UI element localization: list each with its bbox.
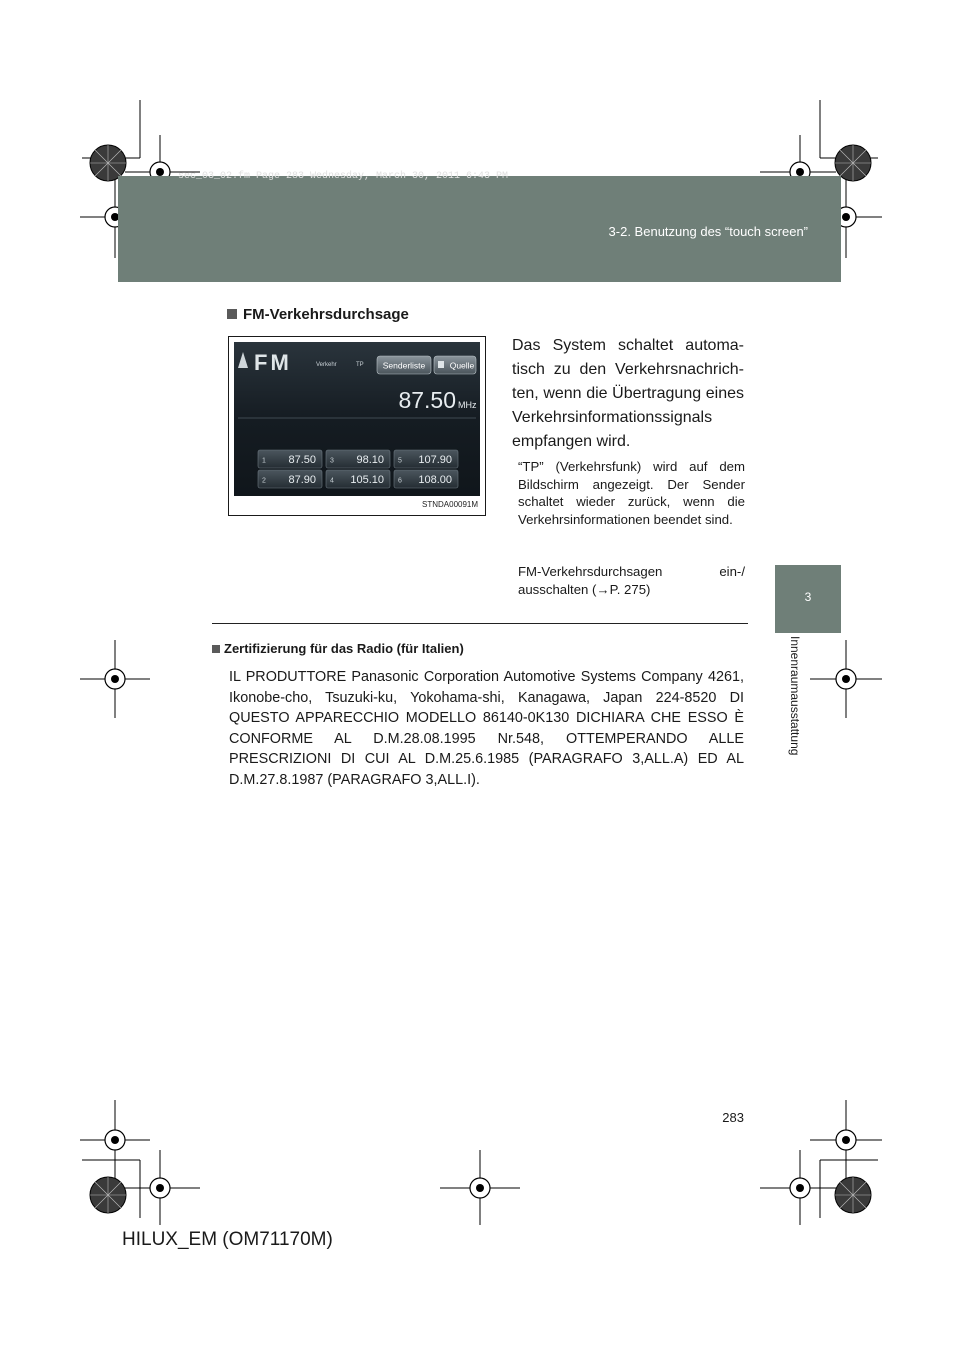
preset-number: 1 bbox=[262, 457, 266, 465]
divider bbox=[212, 623, 748, 624]
preset-frequency: 87.90 bbox=[288, 474, 316, 486]
preset-frequency: 107.90 bbox=[418, 454, 452, 466]
bullet-square-icon bbox=[212, 645, 220, 653]
preset-number: 4 bbox=[330, 477, 334, 485]
preset-button-4[interactable] bbox=[326, 470, 390, 488]
preset-button-1[interactable] bbox=[258, 450, 322, 468]
preset-button-2[interactable] bbox=[258, 470, 322, 488]
preset-button-3[interactable] bbox=[326, 450, 390, 468]
senderliste-button[interactable] bbox=[377, 356, 431, 374]
preset-number: 2 bbox=[262, 477, 266, 485]
chapter-number: 3 bbox=[804, 590, 812, 604]
section-heading bbox=[227, 306, 409, 323]
senderliste-button-label: Senderliste bbox=[382, 360, 426, 371]
cert-heading-text: Zertifizierung für das Radio (für Italien) bbox=[224, 641, 464, 656]
traffic-label: Verkehr bbox=[316, 362, 337, 368]
page-number: 283 bbox=[722, 1110, 744, 1125]
cert-text: IL PRODUTTORE Panasonic Corporation Automotive Systems Company 4261, Ikonobe-cho, Tsuzuki-ku, Yokohama-shi, Kanagawa, Japan 224-8520 DI QUESTO APPARECCHIO MODELLO 86140-0K130 DICHIARA CHE ESSO È CONFORME AL D.M.28.08.1995 Nr.548, OTTEMPERANDO ALLE PRESCRIZIONI DI CUI AL D.M.25.6.1985 (PARAGRAFO 3,ALL.A) ED AL D.M.27.8.1987 (PARAGRAFO 3,ALL.I). bbox=[229, 669, 744, 788]
file-stamp: sec_03_02.fm Page 283 Wednesday, March 30, 2011 6:43 PM bbox=[178, 171, 509, 182]
chapter-label bbox=[788, 636, 804, 796]
preset-frequency: 87.50 bbox=[288, 454, 316, 466]
preset-button-6[interactable] bbox=[394, 470, 458, 488]
quelle-button-label: Quelle bbox=[449, 360, 475, 371]
chapter-label-text: Innenraumausstattung bbox=[788, 636, 802, 756]
footer-model: HILUX_EM (OM71170M) bbox=[122, 1229, 333, 1250]
note-toggle: FM-Verkehrsdurchsagen ein-/ ausschalten (→P. 275) bbox=[518, 564, 745, 597]
cert-heading bbox=[212, 641, 464, 656]
preset-number: 5 bbox=[398, 457, 402, 465]
preset-frequency: 105.10 bbox=[350, 474, 384, 486]
preset-number: 6 bbox=[398, 477, 402, 485]
preset-frequency: 108.00 bbox=[418, 474, 452, 486]
section-heading-text: FM-Verkehrsdurchsage bbox=[243, 306, 409, 323]
note-tp: “TP” (Verkehrsfunk) wird auf dem Bildschirm angezeigt. Der Sender schaltet wieder zurück, wenn die Verkehrsinformationen beendet sind. bbox=[518, 459, 745, 527]
frequency-unit: MHz bbox=[458, 400, 477, 410]
preset-frequency: 98.10 bbox=[356, 454, 384, 466]
quelle-button[interactable] bbox=[434, 356, 476, 374]
main-paragraph: Das System schaltet automa-tisch zu den Verkehrsnachrich-ten, wenn die Übertragung eines Verkehrsinformationssignals empfangen wird. bbox=[512, 337, 744, 450]
band-label: FM bbox=[254, 350, 292, 375]
preset-button-5[interactable] bbox=[394, 450, 458, 468]
image-code: STNDA00091M bbox=[422, 500, 479, 509]
tp-indicator: TP bbox=[356, 362, 364, 368]
section-title: 3-2. Benutzung des “touch screen” bbox=[608, 224, 808, 239]
source-icon bbox=[438, 361, 444, 368]
bullet-square-icon bbox=[227, 309, 237, 319]
radio-screen bbox=[234, 342, 480, 496]
current-frequency: 87.50 bbox=[398, 387, 456, 413]
preset-number: 3 bbox=[330, 457, 334, 465]
